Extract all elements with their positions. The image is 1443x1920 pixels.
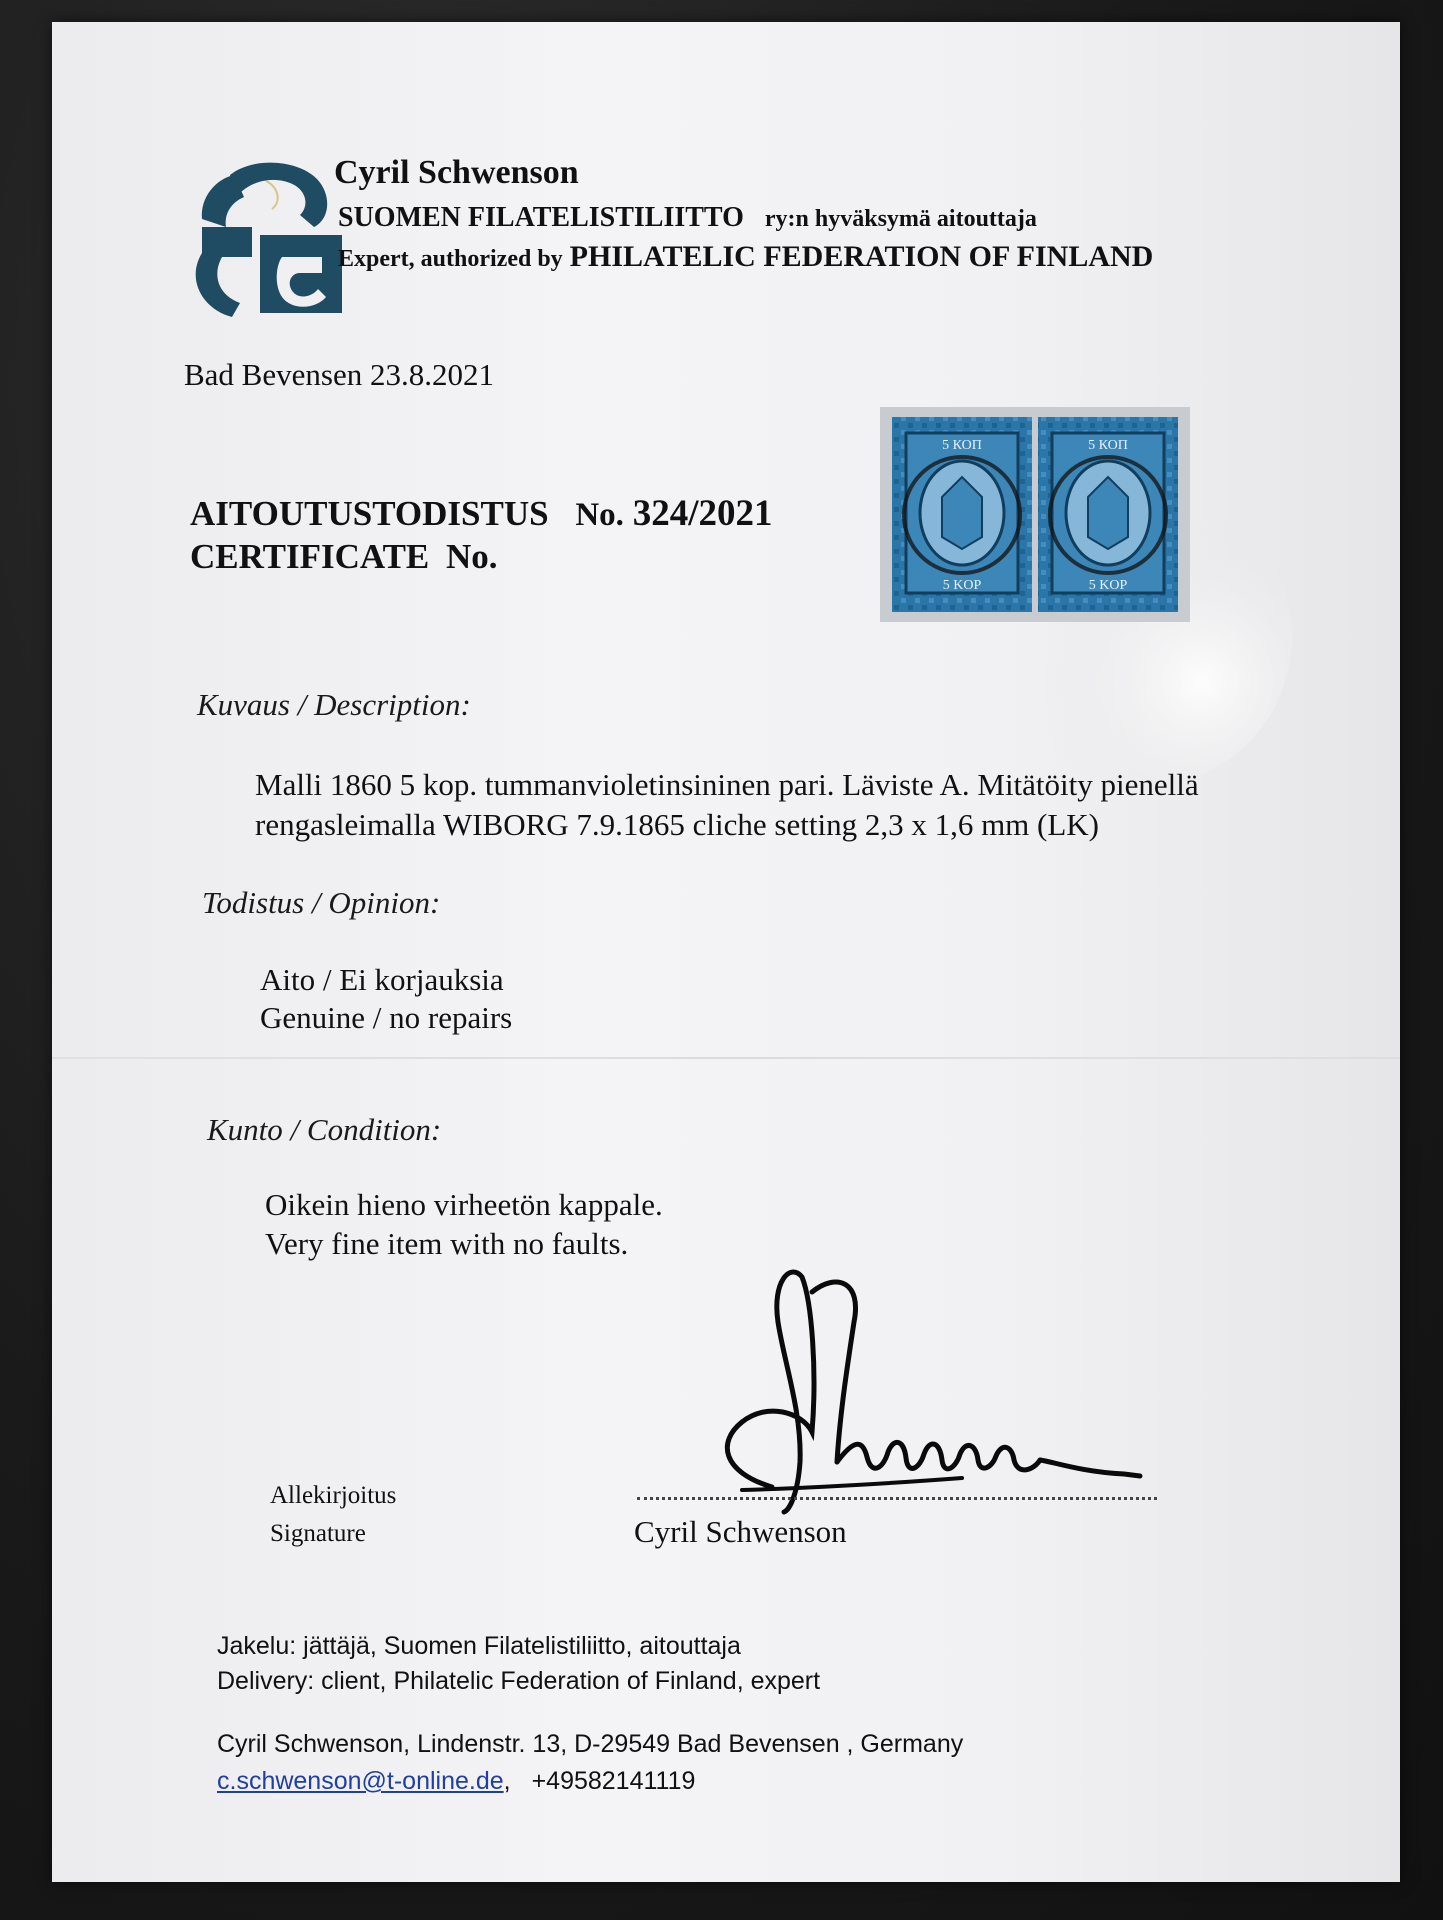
certificate-document [52,22,1400,1882]
certificate-number: 324/2021 [632,493,773,534]
stamp-right [1038,417,1178,612]
contact-email-link[interactable]: c.schwenson@t-online.de [217,1767,504,1795]
signature-label-en: Signature [270,1520,366,1547]
certificate-title-en-text: CERTIFICATE [190,537,430,576]
condition-line-2: Very fine item with no faults. [265,1226,629,1261]
place-date: Bad Bevensen 23.8.2021 [184,357,494,392]
handwritten-signature-icon [662,1262,1182,1522]
federation-name-fi: SUOMEN FILATELISTILIITTO [338,202,744,233]
certificate-title-fi [190,492,772,535]
federation-name-en: PHILATELIC FEDERATION OF FINLAND [569,240,1154,273]
stamp-pair-image-icon [872,387,1312,787]
opinion-line-1: Aito / Ei korjauksia [260,962,504,997]
authorization-line-fi [338,202,1037,234]
contact-phone: +49582141119 [531,1767,696,1795]
expert-name: Cyril Schwenson [334,154,579,191]
description-line-1: Malli 1860 5 kop. tummanvioletinsininen pari. Läviste A. Mitätöity pienellä [255,767,1199,802]
contact-line [217,1767,695,1796]
condition-line-1: Oikein hieno virheetön kappale. [265,1187,663,1222]
description-heading: Kuvaus / Description: [197,687,471,722]
contact-separator: , [503,1767,511,1795]
certificate-title-fi-text: AITOUTUSTODISTUS [190,494,549,533]
authorization-suffix-fi: ry:n hyväksymä aitouttaja [764,206,1037,232]
opinion-line-2: Genuine / no repairs [260,1000,513,1035]
authorization-prefix-en: Expert, authorized by [338,246,563,272]
stamp-left-bottom-label: 5 KOP [942,578,982,593]
certificate-no-label: No. [575,497,624,533]
paper-fold-line [52,1057,1400,1059]
condition-heading: Kunto / Condition: [207,1112,442,1147]
certificate-title-en [190,537,498,577]
signer-name: Cyril Schwenson [634,1514,847,1549]
signature-label-fi: Allekirjoitus [270,1482,397,1509]
certificate-no-label-en: No. [446,537,498,576]
contact-address: Cyril Schwenson, Lindenstr. 13, D-29549 Bad Bevensen , Germany [217,1730,964,1758]
signature-line [637,1497,1157,1500]
delivery-line-en: Delivery: client, Philatelic Federation of Finland, expert [217,1667,821,1695]
opinion-heading: Todistus / Opinion: [202,885,441,920]
description-line-2: rengasleimalla WIBORG 7.9.1865 cliche setting 2,3 x 1,6 mm (LK) [255,807,1100,842]
stamp-left-top-label: 5 КОП [942,438,982,453]
authorization-line-en [338,240,1153,274]
stamp-right-bottom-label: 5 KOP [1088,578,1128,593]
delivery-line-fi: Jakelu: jättäjä, Suomen Filatelistiliitto, aitouttaja [217,1632,741,1660]
stamp-right-top-label: 5 КОП [1088,438,1128,453]
stamp-left [892,417,1032,612]
